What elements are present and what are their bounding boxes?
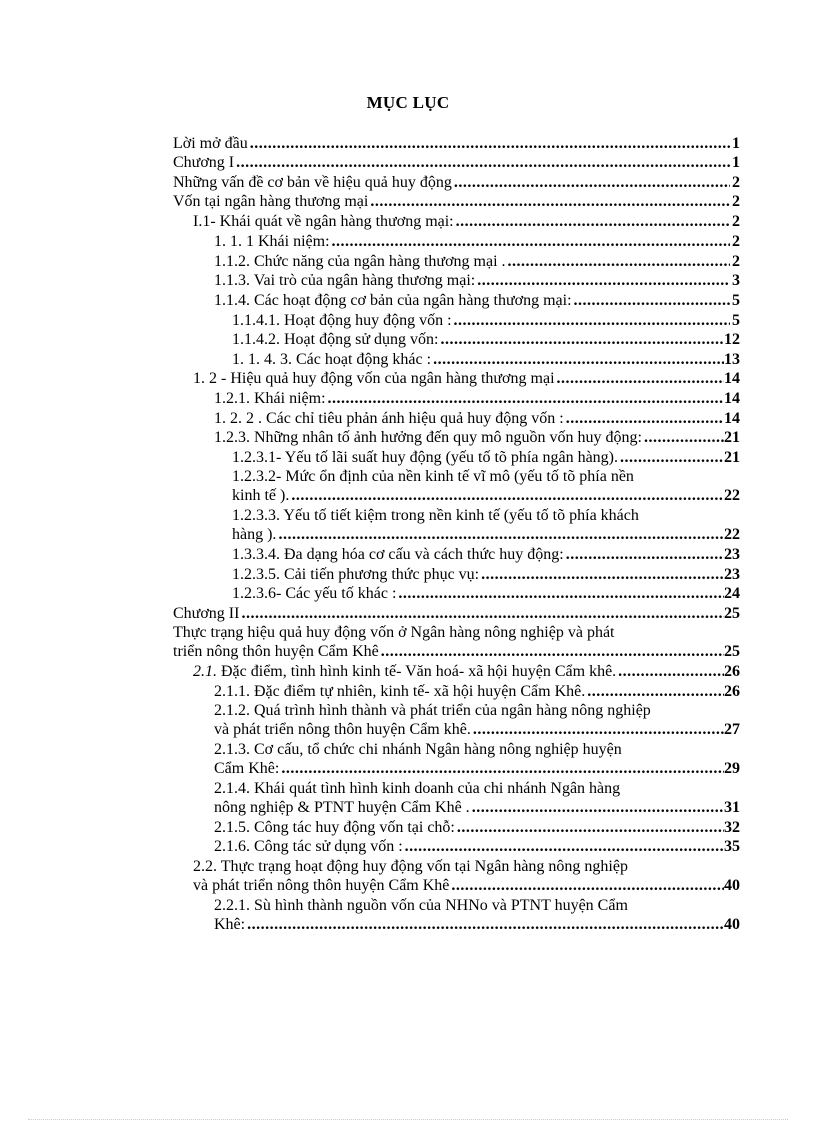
toc-entry-title: 1.2.3. Những nhân tố ảnh hưởng đến quy mô nguồn vốn huy động:	[214, 429, 642, 446]
toc-entry-line	[214, 291, 740, 310]
toc-entry-title: 2.1.6. Công tác sử dụng vốn :	[214, 838, 403, 855]
toc-entry-page-number: 23	[724, 546, 740, 563]
toc-entry-line	[232, 311, 740, 330]
toc-entry-continuation-line	[193, 876, 740, 895]
toc-entry-title: 1.2.3.3. Yếu tố tiết kiệm trong nền kinh tế (yếu tố tõ phía khách	[232, 507, 639, 524]
dot-leader	[644, 428, 724, 447]
toc-entry-title: 1.1.2. Chức năng của ngân hàng thương mại .	[214, 253, 506, 270]
toc-entry-page-number: 40	[724, 916, 740, 933]
toc-entry-continuation-line	[232, 525, 740, 544]
toc-entry-title: I.1- Khái quát về ngân hàng thương mại:	[193, 213, 454, 230]
dot-leader	[557, 369, 724, 388]
toc-entry-page-number: 26	[724, 683, 740, 700]
toc-entry-title: 1.1.3. Vai trò của ngân hàng thương mại:	[214, 272, 476, 289]
toc-entry-line	[214, 409, 740, 428]
toc-entry-page-number: 40	[724, 877, 740, 894]
toc-entry-title: 1. 1. 4. 3. Các hoạt động khác :	[232, 351, 432, 368]
toc-entry-continuation-line	[214, 798, 740, 817]
toc-entry-title	[193, 662, 616, 681]
toc-entry-title: 1.2.3.2- Mức ổn định của nền kinh tế vĩ mô (yếu tố tõ phía nền	[232, 468, 634, 485]
toc-entry-line	[173, 173, 740, 192]
toc-entry-title-text: Đặc điểm, tình hình kinh tế- Văn hoá- xã hội huyện Cẩm khê.	[217, 663, 617, 680]
toc-entry-page-number: 14	[724, 410, 740, 427]
dot-leader	[620, 448, 724, 467]
toc-entry-title: 1.2.3.6- Các yếu tố khác :	[232, 585, 397, 602]
toc-entry-title-continued: triển nông thôn huyện Cẩm Khê	[173, 643, 379, 660]
toc-entry-page-number: 13	[724, 351, 740, 368]
toc-entry-title: 2.1.5. Công tác huy động vốn tại chỗ:	[214, 819, 455, 836]
dot-leader	[477, 271, 730, 290]
toc-entry-title: 2.1.1. Đặc điểm tự nhiên, kinh tế- xã hội huyện Cẩm Khê.	[214, 683, 586, 700]
toc-entry-page-number: 2	[732, 233, 740, 250]
toc-entry-page-number: 21	[724, 449, 740, 466]
toc-entry-line	[214, 232, 740, 251]
toc-entry-title: 1.2.3.1- Yếu tố lãi suất huy động (yếu tố tõ phía ngân hàng).	[232, 449, 618, 466]
toc-entry-title: Vốn tại ngân hàng thương mại	[173, 193, 369, 210]
toc-entry-page-number: 21	[724, 429, 740, 446]
dot-leader	[457, 818, 724, 837]
toc-entry-page-number: 22	[724, 526, 740, 543]
toc-entry-line	[232, 330, 740, 349]
dot-leader	[381, 642, 724, 661]
toc-entry-title: 1.1.4.1. Hoạt động huy động vốn :	[232, 312, 452, 329]
toc-entry-line	[214, 252, 740, 271]
toc-entry-title-continued: Cẩm Khê:	[214, 760, 280, 777]
toc-entry-page-number: 1	[732, 154, 740, 171]
toc-entry-line	[214, 818, 740, 837]
dot-leader	[405, 837, 724, 856]
dot-leader	[236, 153, 730, 172]
dot-leader	[566, 545, 724, 564]
toc-entry-line	[193, 212, 740, 231]
toc-entry-line	[232, 565, 740, 584]
toc-entry-line	[173, 192, 740, 211]
toc-entry-line	[214, 271, 740, 290]
toc-entry-page-number: 29	[724, 760, 740, 777]
toc-entry-line	[214, 428, 740, 447]
toc-entry-page-number: 5	[732, 292, 740, 309]
toc-entry-continuation-line	[232, 486, 740, 505]
toc-entry-title: 2.2.1. Sù hình thành nguồn vốn của NHNo và PTNT huyện Cẩm	[214, 897, 628, 914]
toc-entry-title: 1. 1. 1 Khái niệm:	[214, 233, 330, 250]
dot-leader	[433, 350, 724, 369]
toc-entry-title-continued: nông nghiệp & PTNT huyện Cẩm Khê .	[214, 799, 470, 816]
dot-leader	[481, 565, 724, 584]
dot-leader	[278, 525, 724, 544]
toc-entry-page-number: 2	[732, 193, 740, 210]
dot-leader	[451, 876, 724, 895]
dot-leader	[241, 604, 724, 623]
toc-entry-page-number: 1	[732, 135, 740, 152]
toc-entry-line	[232, 448, 740, 467]
toc-entry-page-number: 23	[724, 566, 740, 583]
toc-entry-line	[193, 662, 740, 681]
toc-entry-line	[232, 350, 740, 369]
toc-entry-page-number: 35	[724, 838, 740, 855]
toc-entry-title: Chương II	[173, 605, 240, 622]
toc-entry-page-number: 14	[724, 370, 740, 387]
toc-entry-page-number: 31	[724, 799, 740, 816]
toc-entry-page-number: 5	[732, 312, 740, 329]
toc-entry-title: Thực trạng hiệu quả huy động vốn ở Ngân hàng nông nghiệp và phát	[173, 624, 615, 641]
toc-entry-page-number: 2	[732, 174, 740, 191]
toc-entry-line	[173, 134, 740, 153]
toc-entry-line	[173, 153, 740, 172]
toc-entry-continuation-line	[214, 720, 740, 739]
toc-entry-title-continued: hàng ).	[232, 526, 277, 543]
toc-entry-title: 2.1.4. Khái quát tình hình kinh doanh của chi nhánh Ngân hàng	[214, 780, 621, 797]
toc-entry-title: 1.1.4.2. Hoạt động sử dụng vốn:	[232, 331, 439, 348]
toc-entry-title: 2.1.3. Cơ cấu, tổ chức chi nhánh Ngân hàng nông nghiệp huyện	[214, 741, 622, 758]
dot-leader	[456, 212, 730, 231]
toc-entry-page-number: 2	[732, 253, 740, 270]
toc-entry-page-number: 24	[724, 585, 740, 602]
toc-entry-title-continued: và phát triển nông thôn huyện Cẩm khê.	[214, 721, 471, 738]
toc-entry-title: 1.2.1. Khái niệm:	[214, 390, 326, 407]
dot-leader	[454, 311, 730, 330]
toc-entry-line	[173, 604, 740, 623]
toc-entry-page-number: 27	[724, 721, 740, 738]
toc-entry-title: 2.1.2. Quá trình hình thành và phát triển của ngân hàng nông nghiệp	[214, 702, 651, 719]
toc-entry-page-number: 14	[724, 390, 740, 407]
toc-entry-title: 2.2. Thực trạng hoạt động huy động vốn tại Ngân hàng nông nghiệp	[193, 858, 628, 875]
toc-entry-title-continued: Khê:	[214, 916, 246, 933]
dot-leader	[440, 330, 724, 349]
dot-leader	[587, 682, 724, 701]
page-title: MỤC LỤC	[366, 93, 450, 112]
toc-entry-page-number: 3	[732, 272, 740, 289]
dot-leader	[328, 389, 724, 408]
dot-leader	[291, 486, 724, 505]
dot-leader	[370, 192, 730, 211]
dot-leader	[566, 409, 724, 428]
dot-leader	[618, 662, 724, 681]
toc-entry-title: 1.2.3.5. Cải tiến phương thức phục vụ:	[232, 566, 480, 583]
dot-leader	[332, 232, 730, 251]
toc-entry-title: 1.3.3.4. Đa dạng hóa cơ cấu và cách thức huy động:	[232, 546, 564, 563]
dot-leader	[574, 291, 730, 310]
toc-entry-page-number: 2	[732, 213, 740, 230]
toc-entry-number: 2.1.	[193, 663, 217, 680]
toc-entry-title: Chương I	[173, 154, 235, 171]
toc-entry-line	[232, 545, 740, 564]
toc-entry-continuation-line	[214, 915, 740, 934]
toc-entry-page-number: 25	[724, 643, 740, 660]
toc-entry-page-number: 25	[724, 605, 740, 622]
page-bottom-divider	[28, 1119, 788, 1120]
dot-leader	[247, 915, 724, 934]
toc-entry-continuation-line	[173, 642, 740, 661]
dot-leader	[473, 720, 724, 739]
toc-entry-title: 1. 2. 2 . Các chỉ tiêu phản ánh hiệu quả huy động vốn :	[214, 410, 564, 427]
toc-entry-line	[193, 369, 740, 388]
toc-entry-page-number: 32	[724, 819, 740, 836]
toc-entry-title: 1. 2 - Hiệu quả huy động vốn của ngân hàng thương mại	[193, 370, 555, 387]
dot-leader	[398, 584, 724, 603]
dot-leader	[250, 134, 730, 153]
toc-entry-title-continued: và phát triển nông thôn huyện Cẩm Khê	[193, 877, 450, 894]
toc-entry-title: 1.1.4. Các hoạt động cơ bản của ngân hàng thương mại:	[214, 292, 572, 309]
toc-entry-title: Lời mở đầu	[173, 135, 248, 152]
toc-entry-continuation-line	[214, 759, 740, 778]
toc-entry-line	[232, 584, 740, 603]
dot-leader	[454, 173, 730, 192]
toc-entry-title: Những vấn đề cơ bản về hiệu quả huy động	[173, 174, 452, 191]
toc-entry-page-number: 26	[724, 663, 740, 680]
toc-entry-line	[214, 389, 740, 408]
dot-leader	[281, 759, 724, 778]
toc-entry-line	[214, 682, 740, 701]
dot-leader	[508, 252, 730, 271]
dot-leader	[472, 798, 724, 817]
toc-entry-page-number: 22	[724, 487, 740, 504]
toc-entry-page-number: 12	[724, 331, 740, 348]
toc-entry-line	[214, 837, 740, 856]
toc-entry-title-continued: kinh tế ).	[232, 487, 290, 504]
